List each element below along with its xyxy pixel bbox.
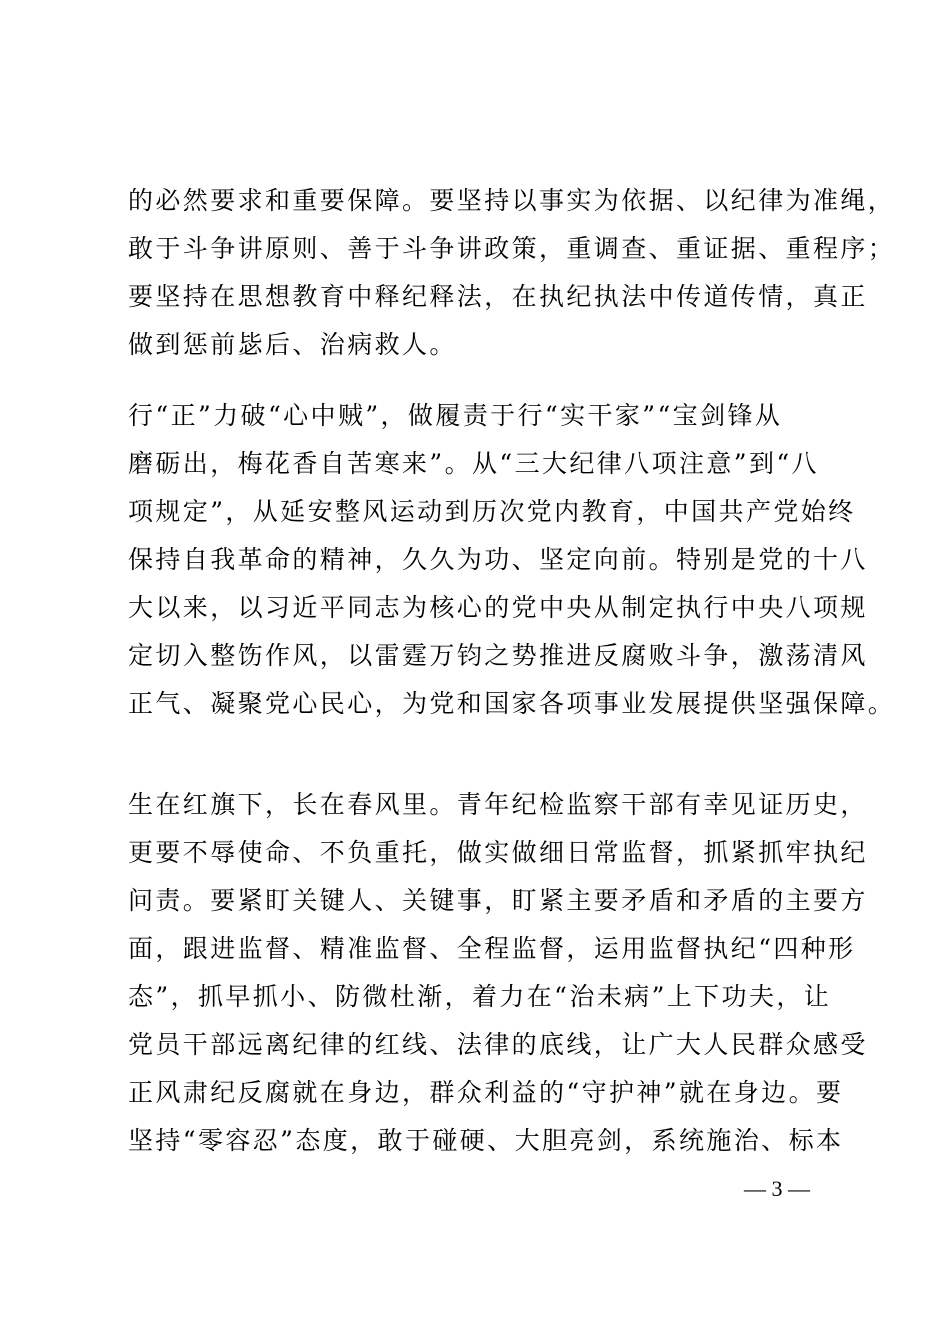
paragraph-1-line-3: 要坚持在思想教育中释纪释法，在执纪执法中传道传情，真正 xyxy=(128,282,868,311)
paragraph-2-line-3: 项规定”，从延安整风运动到历次党内教育，中国共产党始终 xyxy=(128,497,856,526)
paragraph-3-line-6: 党员干部远离纪律的红线、法律的底线，让广大人民群众感受 xyxy=(128,1030,868,1059)
paragraph-3-line-2: 更要不辱使命、不负重托，做实做细日常监督，抓紧抓牢执纪 xyxy=(128,838,868,867)
paragraph-2-line-5: 大以来，以习近平同志为核心的党中央从制定执行中央八项规 xyxy=(128,593,868,622)
paragraph-2-line-1: 行“正”力破“心中贼”，做履责于行“实干家”“宝剑锋从 xyxy=(128,401,783,430)
paragraph-2-line-6: 定切入整饬作风，以雷霆万钧之势推进反腐败斗争，激荡清风 xyxy=(128,641,868,670)
page-number: — 3 — xyxy=(744,1176,810,1201)
paragraph-3-line-3: 问责。要紧盯关键人、关键事，盯紧主要矛盾和矛盾的主要方 xyxy=(128,886,868,915)
paragraph-3-line-8: 坚持“零容忍”态度，敢于碰硬、大胆亮剑，系统施治、标本 xyxy=(128,1126,844,1155)
paragraph-3-line-7: 正风肃纪反腐就在身边，群众利益的“守护神”就在身边。要 xyxy=(128,1078,844,1107)
paragraph-3-line-4: 面，跟进监督、精准监督、全程监督，运用监督执纪“四种形 xyxy=(128,934,856,963)
paragraph-2-line-2: 磨砺出，梅花香自苦寒来”。从“三大纪律八项注意”到“八 xyxy=(128,449,819,478)
paragraph-1-line-2: 敢于斗争讲原则、善于斗争讲政策，重调查、重证据、重程序； xyxy=(128,234,896,263)
paragraph-1-line-1: 的必然要求和重要保障。要坚持以事实为依据、以纪律为准绳， xyxy=(128,186,896,215)
paragraph-3-line-1: 生在红旗下，长在春风里。青年纪检监察干部有幸见证历史， xyxy=(128,790,868,819)
paragraph-1-line-4: 做到惩前毖后、治病救人。 xyxy=(128,330,457,359)
paragraph-3-line-5: 态”，抓早抓小、防微杜渐，着力在“治未病”上下功夫，让 xyxy=(128,982,832,1011)
paragraph-2-line-4: 保持自我革命的精神，久久为功、坚定向前。特别是党的十八 xyxy=(128,545,868,574)
paragraph-2-line-7: 正气、凝聚党心民心，为党和国家各项事业发展提供坚强保障。 xyxy=(128,689,896,718)
